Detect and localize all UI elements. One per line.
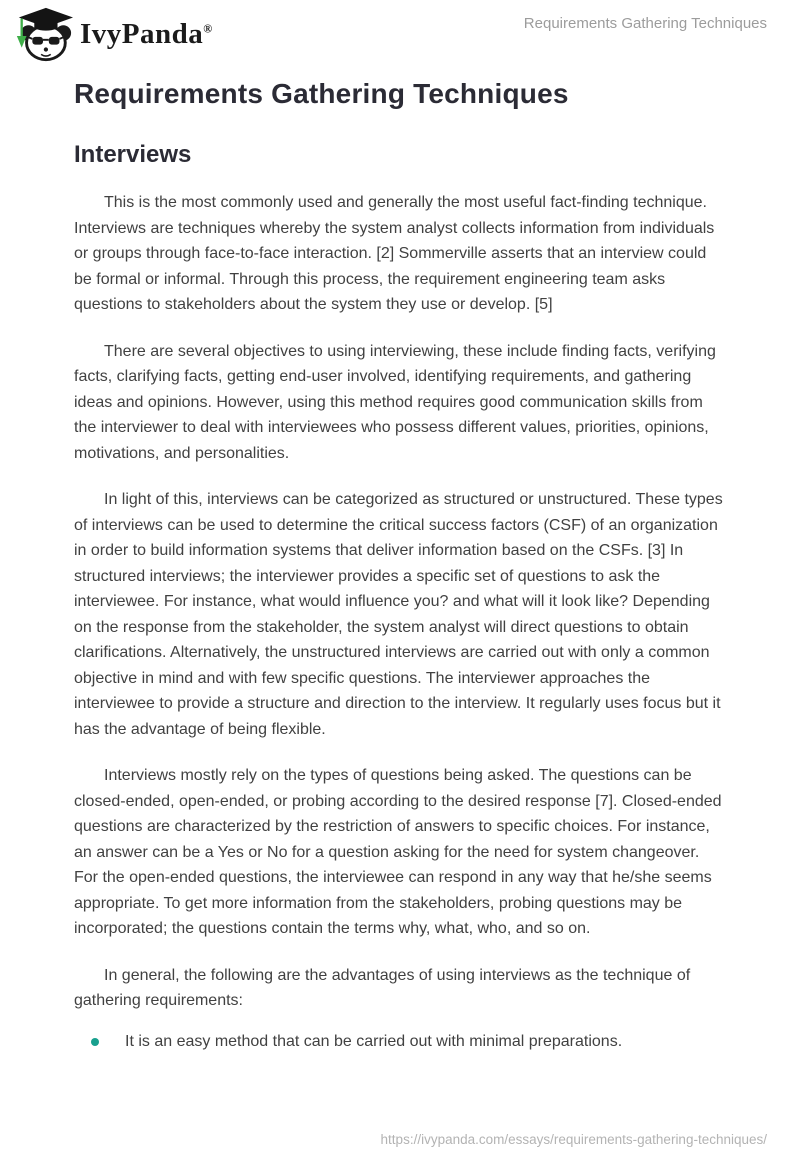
list-item-text: It is an easy method that can be carried out with minimal preparations. [125, 1032, 623, 1050]
paragraph-3: In light of this, interviews can be categorized as structured or unstructured. These types of interviews can be used to determine the critical success factors (CSF) of an organization in order to build information systems that deliver information based on the CSFs. [3] In structured interviews; the interviewer provides a specific set of questions to ask the interviewee. For instance, what would influence you? and what will it look like? Depending on the response from the stakeholder, the system analyst will direct questions to obtain clarifications. Alternatively, the unstructured interviews are carried out with only a common objective in mind and with few specific questions. The interviewer approaches the interviewee to provide a structure and direction to the interview. It regularly uses focus but it has the advantage of being flexible. [74, 491, 723, 738]
paragraph-2: There are several objectives to using interviewing, these include finding facts, verifying facts, clarifying facts, getting end-user involved, identifying requirements, and gathering ideas and opinions. However, using this method requires good communication skills from the interviewer to deal with interviewees who possess different values, priorities, opinions, motivations, and personalities. [74, 342, 716, 462]
advantages-list [74, 1029, 726, 1055]
ivypanda-logo[interactable] [12, 6, 213, 62]
list-item [74, 1029, 726, 1055]
paragraph-5: In general, the following are the advantages of using interviews as the technique of gathering requirements: [74, 966, 691, 1009]
section-heading-interviews: Interviews [74, 141, 192, 168]
header-document-title: Requirements Gathering Techniques [523, 15, 767, 32]
page-title: Requirements Gathering Techniques [74, 78, 569, 109]
paragraph-1: This is the most commonly used and generally the most useful fact-finding technique. Interviews are techniques whereby the system analyst collects information from individuals or groups through face-to-face interaction. [2] Sommerville asserts that an interview could be formal or informal. Through this process, the requirement engineering team asks questions to stakeholders about the system they use or develop. [5] [74, 194, 715, 313]
footer-source-url[interactable]: https://ivypanda.com/essays/requirements-gathering-techniques/ [380, 1132, 767, 1147]
page-header [0, 0, 800, 62]
logo-wordmark: IvyPanda® [80, 17, 213, 50]
bullet-dot-icon [91, 1038, 99, 1046]
registered-mark: ® [203, 20, 213, 35]
document-body [0, 78, 800, 1054]
paragraph-4: Interviews mostly rely on the types of questions being asked. The questions can be closed-ended, open-ended, or probing according to the desired response [7]. Closed-ended questions are characterized by the restriction of answers to specific choices. For instance, an answer can be a Yes or No for a question asking for the need for system changeover. For the open-ended questions, the interviewee can respond in any way that he/she seems appropriate. To get more information from the stakeholders, probing questions may be incorporated; the questions contain the terms why, what, who, and so on. [74, 767, 722, 937]
panda-graduation-icon [12, 6, 74, 62]
